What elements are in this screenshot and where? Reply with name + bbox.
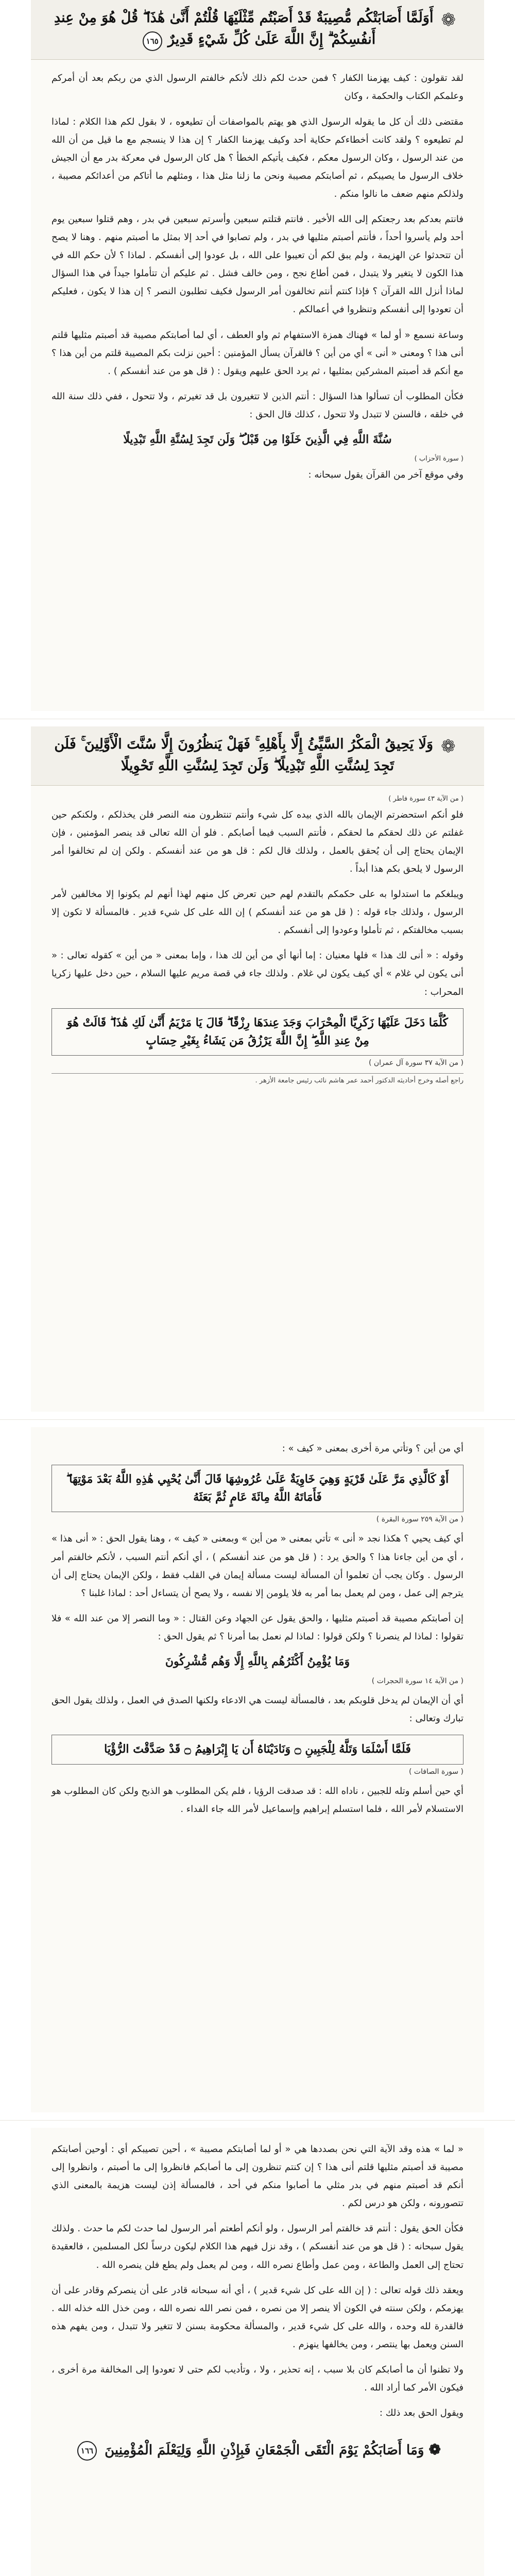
page-4 (0, 2128, 515, 2576)
paragraph: أي أن الإيمان لم يدخل قلوبكم بعد ، فالمسألة ليست هي الادعاء ولكنها الصدق في العمل ، ولذلك يقول الحق تبارك وتعالى : (52, 1695, 464, 1724)
ornament-icon: ❁ (441, 736, 456, 757)
quoted-verse: سُنَّةَ اللَّهِ فِي الَّذِينَ خَلَوْا مِن قَبْلُ ۖ وَلَن تَجِدَ لِسُنَّةِ اللَّهِ تَبْدِيلًا (123, 433, 392, 447)
paragraph: وساعة نسمع « أو لما » فهناك همزة الاستفهام ثم واو العطف ، أي لما أصابتكم مصيبة قد أصبتم مثليها قلتم أنى هذا ؟ ومعنى « أنى » أي من أين ؟ فالقرآن يسأل المؤمنين : أحين نزلت بكم المصيبة قلتم من أين هذا ؟ مع أنكم قد أصبتم المشركين بمثليها ، ثم يرد الحق عليهم ويقول : ( قل هو من عند أنفسكم ) . (52, 329, 464, 377)
ornament-icon: ❁ (428, 2441, 441, 2459)
verse-reference: ( من الآية ٣٧ سورة آل عمران ) (368, 1059, 464, 1067)
paragraph: فكأن المطلوب أن تسألوا هذا السؤال : أنتم الذين لا تتغيرون بل قد تغيرتم ، ولا تتحول ، ففي ذلك سنة الله في خلقه ، فالسنن لا تتبدل ولا تتحول ، كذلك قال الحق : (52, 391, 464, 420)
paragraph: ويبلغكم ما استدلوا به على حكمكم بالتقدم لهم حين تعرض كل منهم لهذا أنهم لم يكونوا إلا مخالفين لأمر الرسول ، ولذلك جاء قوله : ( قل هو من عند أنفسكم ) إن الله على كل شيء قدير . فالمسألة لا تكون إلا بسبب مخالفتكم ، ثم تأملوا وعودوا إلى أنفسكم . (52, 889, 464, 936)
verse-reference: ( من الآية ١٤ سورة الحجرات ) (371, 1677, 464, 1686)
paragraph: وقوله : « أنى لك هذا » فلها معنيان : إما أنها أي من أين لك هذا ، وإما بمعنى « من أين » كقوله تعالى : « أنى يكون لي غلام » أي كيف يكون لي غلام . ولذلك جاء في قصة مريم عليها السلام ، حين دخل عليها زكريا المحراب : (52, 950, 464, 997)
banner-verse: وَلَا يَحِيقُ الْمَكْرُ السَّيِّئُ إِلَّا بِأَهْلِهِ ۚ فَهَلْ يَنظُرُونَ إِلَّا سُنَّتَ الْأَوَّلِينَ ۚ فَلَن تَجِدَ لِسُنَّتِ اللَّهِ تَبْدِيلًا ۖ وَلَن تَجِدَ لِسُنَّتِ اللَّهِ تَحْوِيلًا (54, 736, 434, 774)
scan-page-3 (31, 1427, 484, 2112)
page-divider (0, 1419, 515, 1420)
surah-banner (31, 0, 484, 60)
paragraph: أي من أين ؟ وتأتي مرة أخرى بمعنى « كيف » : (282, 1443, 464, 1454)
quoted-verse-box: فَلَمَّا أَسْلَمَا وَتَلَّهُ لِلْجَبِينِ ۝ وَنَادَيْنَاهُ أَن يَا إِبْرَاهِيمُ ۝ قَدْ صَدَّقْتَ الرُّؤْيَا (52, 1735, 464, 1764)
paragraph: أي حين أسلم وتله للجبين ، ناداه الله : قد صدقت الرؤيا ، فلم يكن المطلوب هو الذبح ولكن كان المطلوب هو الاستسلام لأمر الله ، فلما استسلم إبراهيم وإسماعيل لأمر الله جاء الفداء . (51, 1785, 464, 1815)
verse-reference: ( سورة الصافات ) (408, 1767, 464, 1776)
paragraph: إن أصابتكم مصيبة قد أصبتم مثليها ، والحق يقول عن الجهاد وعن القتال : « وما النصر إلا من عند الله » فلا تقولوا : لماذا لم ينصرنا ؟ ولكن قولوا : لماذا لم نعمل بما أمرنا ؟ ثم يقول الحق : (52, 1613, 464, 1642)
paragraph: ولا تظنوا أن ما أصابكم كان بلا سبب ، إنه تحذير ، ولا ، وتأديب لكم حتى لا تعودوا إلى المخالفة مرة أخرى ، فيكون الأمر كما أراد الله . (52, 2364, 464, 2394)
paragraph: لقد تقولون : كيف يهزمنا الكفار ؟ فمن حدث لكم ذلك لأنكم خالفتم الرسول الذي من ربكم بعد أن أمركم وعلمكم الكتاب والحكمة ، وكان (52, 73, 464, 102)
paragraph: وفي موقع آخر من القرآن يقول سبحانه : (308, 469, 464, 481)
paragraph: فلو أنكم استحضرتم الإيمان بالله الذي بيده كل شيء وأنتم تنتظرون منه النصر فلن يخذلكم ، ولكنكم حين غفلتم عن ذلك لحقكم ما لحقكم ، فأنتم السبب فيما أصابكم . فلو أن الله تعالى قد ينصر المؤمنين ، فإن الإيمان يحتاج إلى أن يُحقق بالعمل ، ولذلك قال لكم : قل هو من عند أنفسكم . ولكن إن لم تخالفوا أمر الرسول لا يلحق بكم هذا أبداً . (52, 809, 464, 874)
closing-verse-text: وَمَا أَصَابَكُمْ يَوْمَ الْتَقَى الْجَمْعَانِ فَبِإِذْنِ اللَّهِ وَلِيَعْلَمَ الْمُؤْمِنِينَ (105, 2443, 424, 2459)
closing-verse (46, 2437, 469, 2462)
ornament-icon: ❁ (441, 9, 456, 30)
banner-verse: أَوَلَمَّا أَصَابَتْكُم مُّصِيبَةٌ قَدْ أَصَبْتُم مِّثْلَيْهَا قُلْتُمْ أَنَّىٰ هَٰذَا ۖ قُلْ هُوَ مِنْ عِندِ أَنفُسِكُمْ ۗ إِنَّ اللَّهَ عَلَىٰ كُلِّ شَيْءٍ قَدِيرٌ (54, 10, 434, 47)
scan-page-2 (31, 726, 484, 1412)
paragraph: « لما » هذه وقد الآية التي نحن بصددها هي « أو لما أصابتكم مصيبة » ، أحين تصيبكم أي : أوحين أصابتكم مصيبة قد أصبتم مثليها قلتم أنى هذا ؟ إن كنتم تنظرون إلى ما أصابكم فانظروا إلى ما أصبتم ، وانظروا إلى أنكم قد أصبتم منهم في بدر مثلي ما أصابوا منكم في أحد ، فالمسألة إذن ليست هزيمة بالمعنى الذي تتصورونه ، ولكن هو درس لكم . (52, 2144, 464, 2209)
surah-banner (31, 726, 484, 786)
page-3 (0, 1427, 515, 2112)
paragraph: أي كيف يحيي ؟ هكذا نجد « أنى » تأتي بمعنى « من أين » وبمعنى « كيف » ، وهنا يقول الحق : « أنى هذا » ، أي من أين جاءنا هذا ؟ والحق يرد : ( قل هو من عند أنفسكم ) ، أي أنكم أنتم السبب ، لأنكم خالفتم أمر الرسول . وكان يجب أن تعلموا أن المسألة ليست مسألة إيمان في القلب فقط ، ولكن الإيمان يحتاج إلى أن يترجم إلى عمل ، ومن لم يعمل بما أمر به فلا يلومن إلا نفسه ، ولا يصح أن يتساءل أحد : لماذا غلبنا ؟ (52, 1533, 464, 1599)
paragraph: ويعقد ذلك قوله تعالى : ( إن الله على كل شيء قدير ) ، أي أنه سبحانه قادر على أن ينصركم وقادر على أن يهزمكم ، ولكن سنته في الكون ألا ينصر إلا من نصره ، فمن نصر الله نصره الله ، ومن خذل الله خذله الله . فالقدرة لله وحده ، والله على كل شيء قدير ، والمسألة محكومة بسنن لا تتغير ولا تتبدل ، ومن يفهم هذه السنن ويعمل بها ينتصر ، ومن يخالفها ينهزم . (52, 2284, 464, 2350)
paragraph: ويقول الحق بعد ذلك : (379, 2408, 464, 2419)
verse-reference: ( سورة الأحزاب ) (414, 455, 464, 463)
verse-reference: ( من الآية ٢٥٩ سورة البقرة ) (376, 1515, 464, 1524)
scan-page-1 (31, 0, 484, 711)
ayah-number: ١٦٥ (143, 31, 162, 51)
paragraph: مقتضى ذلك أن كل ما يقوله الرسول الذي هو يهتم بالمواصفات أن تطيعوه ، لا بقول لكم هذا الكلام : لماذا لم تطيعوه ؟ ولقد كانت أخطاءكم حكاية أحد وكيف يهزمنا الكفار ؟ إن هذا لا ينسجم مع ما قيل من أن الله من عند الرسول ، وكان الرسول معكم ، فكيف يأتيكم الخطأ ؟ هل كان الرسول في معركة بدر مع أن الجيش خلاف الرسول ما يصيبكم ، ثم أصابتكم مصيبة ونحن ما زلنا مثل هذا ، ومثلهم ما أتاكم من أعدائكم مصيبة ، ولذلكم منهم ضعف ما نالوا منكم . (52, 116, 464, 199)
scan-page-4 (31, 2128, 484, 2576)
quoted-verse: وَمَا يُؤْمِنُ أَكْثَرُهُم بِاللَّهِ إِلَّا وَهُم مُّشْرِكُونَ (165, 1655, 350, 1669)
ayah-number: ١٦٦ (77, 2441, 97, 2461)
quoted-verse-box: كُلَّمَا دَخَلَ عَلَيْهَا زَكَرِيَّا الْمِحْرَابَ وَجَدَ عِندَهَا رِزْقًا ۖ قَالَ يَا مَرْيَمُ أَنَّىٰ لَكِ هَٰذَا ۖ قَالَتْ هُوَ مِنْ عِندِ اللَّهِ ۖ إِنَّ اللَّهَ يَرْزُقُ مَن يَشَاءُ بِغَيْرِ حِسَابٍ (52, 1008, 464, 1056)
page-divider (0, 2120, 515, 2121)
quoted-verse-box: أَوْ كَالَّذِي مَرَّ عَلَىٰ قَرْيَةٍ وَهِيَ خَاوِيَةٌ عَلَىٰ عُرُوشِهَا قَالَ أَنَّىٰ يُحْيِي هَٰذِهِ اللَّهُ بَعْدَ مَوْتِهَا ۖ فَأَمَاتَهُ اللَّهُ مِائَةَ عَامٍ ثُمَّ بَعَثَهُ (52, 1465, 464, 1512)
paragraph: فانتم بعدكم بعد رجعتكم إلى الله الأخير . فانتم قتلتم سبعين وأسرتم سبعين في بدر ، وهم قتلوا سبعين يوم أحد ولم يأسروا أحداً ، فأنتم أصبتم مثليها في بدر ، ولم تصابوا في أحد إلا بمثل ما أصبتم منهم . وهنا لا يصح أن تتحدثوا عن الهزيمة ، ولم يبق لكم أن تعيبوا على الله ، بل عودوا إلى أنفسكم . لماذا ؟ لأن حكم الله في هذا الكون لا يتغير ولا يتبدل ، فمن أطاع نجح ، ومن خالف فشل . ثم عليكم أن تتأملوا جيداً في هذا السؤال لماذا أنزل الله القرآن ؟ فإذا كنتم أنتم تخالفون أمر الرسول فكيف تطلبون النصر ؟ إن هذا لا يكون ، فعليكم أن تعودوا إلى أنفسكم وتنظروا في أعمالكم . (52, 214, 464, 315)
footnote: راجع أصله وخرج أحاديثه الدكتور أحمد عمر هاشم نائب رئيس جامعة الأزهر . (52, 1073, 464, 1084)
verse-reference: ( من الآية ٤٣ سورة فاطر ) (388, 794, 464, 803)
page-1 (0, 0, 515, 711)
page-2 (0, 726, 515, 1412)
paragraph: فكأن الحق يقول : أنتم قد خالفتم أمر الرسول ، ولو أنكم أطعتم أمر الرسول لما حدث لكم ما حدث . ولذلك يقول سبحانه : ( قل هو من عند أنفسكم ) ، وقد نزل فيهم هذا الكلام ليكون درساً لكل المسلمين ، فالعقيدة تحتاج إلى العمل والطاعة ، ومن عمل وأطاع نصره الله ، ومن لم يعمل ولم يطع فلن ينصره الله . (52, 2223, 464, 2270)
